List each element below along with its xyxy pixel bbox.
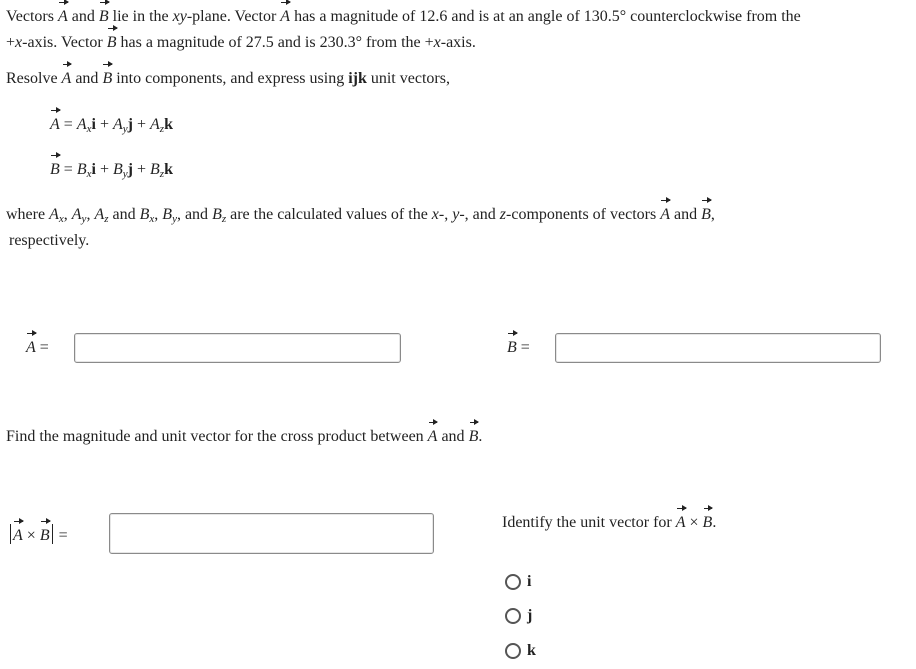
vector-a-symbol: A [660,202,670,228]
text: are the calculated values of the [226,206,432,223]
where-line-1 [6,202,715,228]
equals: = [516,339,530,356]
radio-button[interactable] [505,608,521,624]
times: × [22,527,40,544]
comma: , [63,206,72,223]
text: , [710,206,715,223]
ijk-label: ijk [348,70,367,87]
text: Find the magnitude and unit vector for the cross product between [6,428,428,445]
vector-b-symbol: B [102,66,112,92]
vector-a-symbol: A [62,66,72,92]
text: and [108,206,140,223]
text: lie in the [108,8,173,25]
plus: + [132,161,150,178]
option-label: j [527,607,533,624]
text: Identify the unit vector for [502,514,676,531]
ay-symbol: A [71,206,82,223]
unit-k: k [164,116,173,133]
equals: = [59,161,77,178]
az-symbol: A [150,116,160,133]
bz-symbol: B [212,206,222,223]
text: Resolve [6,70,62,87]
text: . [478,428,483,445]
unit-vector-option-j[interactable] [505,605,532,627]
text: -, and [459,206,500,223]
x-symbol: x [433,34,441,51]
text: into components, and express using [112,70,349,87]
ax-symbol: A [76,116,87,133]
abs-bar-right [52,524,53,544]
sub-y: y [172,213,177,225]
comma: , [154,206,163,223]
vector-b-symbol: B [507,335,517,361]
vector-a-input-label [26,335,49,361]
text: has a magnitude of 12.6 and is at an angle of 130.5° counterclockwise from the [290,8,801,25]
vector-a-symbol: A [26,335,36,361]
cross-product-question [6,424,482,450]
where-line-2: respectively. [9,232,90,249]
sub-x: x [149,213,155,225]
cross-magnitude-label [8,523,68,549]
unit-i: i [91,161,96,178]
radio-button[interactable] [505,574,521,590]
unit-vector-option-k[interactable] [505,640,536,662]
text: and [184,206,213,223]
vector-b-symbol: B [703,510,713,536]
vector-b-symbol: B [50,157,60,183]
unit-j: j [127,116,133,133]
vector-b-symbol: B [99,4,109,30]
plus: + [132,116,150,133]
sub-x: x [58,213,64,225]
text: Vectors [6,8,58,25]
option-label: k [527,642,536,659]
text: -axis. [440,34,476,51]
text: -axis. Vector [22,34,107,51]
unit-i: i [91,116,96,133]
z-symbol: z [499,206,507,223]
vector-a-symbol: A [13,523,23,549]
x-symbol: x [15,34,23,51]
sub-z: z [159,123,165,135]
text: unit vectors, [366,70,450,87]
equals: = [59,116,77,133]
az-symbol: A [94,206,105,223]
sub-y: y [81,213,87,225]
unit-j: j [127,161,133,178]
unit-vector-option-i[interactable] [505,571,531,593]
by-symbol: B [112,161,123,178]
text: has a magnitude of 27.5 and is 230.3° from the + [116,34,434,51]
vector-a-symbol: A [280,4,290,30]
sub-x: x [86,123,92,135]
vector-b-symbol: B [701,202,711,228]
cross-magnitude-input[interactable] [109,513,434,554]
plus: + [95,161,113,178]
vector-a-symbol: A [676,510,686,536]
equals: = [35,339,49,356]
text: and [669,206,702,223]
vector-b-input[interactable] [555,333,881,363]
vector-b-symbol: B [40,523,50,549]
by-symbol: B [162,206,173,223]
vector-b-symbol: B [107,30,117,56]
text: and [71,70,103,87]
equals: = [54,527,68,544]
equation-a [50,112,173,138]
text: and [437,428,469,445]
text: where [6,206,50,223]
sub-y: y [122,168,128,180]
vector-a-symbol: A [428,424,438,450]
x-symbol: x [431,206,439,223]
text: . [712,514,717,531]
text: -, [438,206,453,223]
radio-button[interactable] [505,643,521,659]
vector-b-input-label [507,335,530,361]
sub-z: z [159,168,165,180]
unit-k: k [164,161,173,178]
unit-vector-prompt [502,510,716,536]
text: and [67,8,99,25]
sub-z: z [221,213,227,225]
sub-y: y [122,123,128,135]
resolve-instruction [6,66,450,92]
problem-line-2 [6,30,476,56]
bx-symbol: B [139,206,150,223]
text: -plane. Vector [186,8,281,25]
equation-b [50,157,173,183]
sub-x: x [86,168,92,180]
vector-b-symbol: B [469,424,479,450]
bz-symbol: B [150,161,160,178]
ax-symbol: A [49,206,59,223]
y-symbol: y [452,206,460,223]
comma: , [176,206,185,223]
text: + [6,34,16,51]
ay-symbol: A [112,116,123,133]
vector-a-symbol: A [50,112,60,138]
times: × [685,514,703,531]
comma: , [86,206,95,223]
sub-z: z [104,213,109,225]
xy-symbol: xy [172,8,187,25]
abs-bar-left [10,524,11,544]
vector-a-input[interactable] [74,333,401,363]
vector-a-symbol: A [58,4,68,30]
option-label: i [527,573,532,590]
plus: + [95,116,113,133]
problem-line-1 [6,4,801,30]
text: -components of vectors [506,206,661,223]
bx-symbol: B [76,161,87,178]
